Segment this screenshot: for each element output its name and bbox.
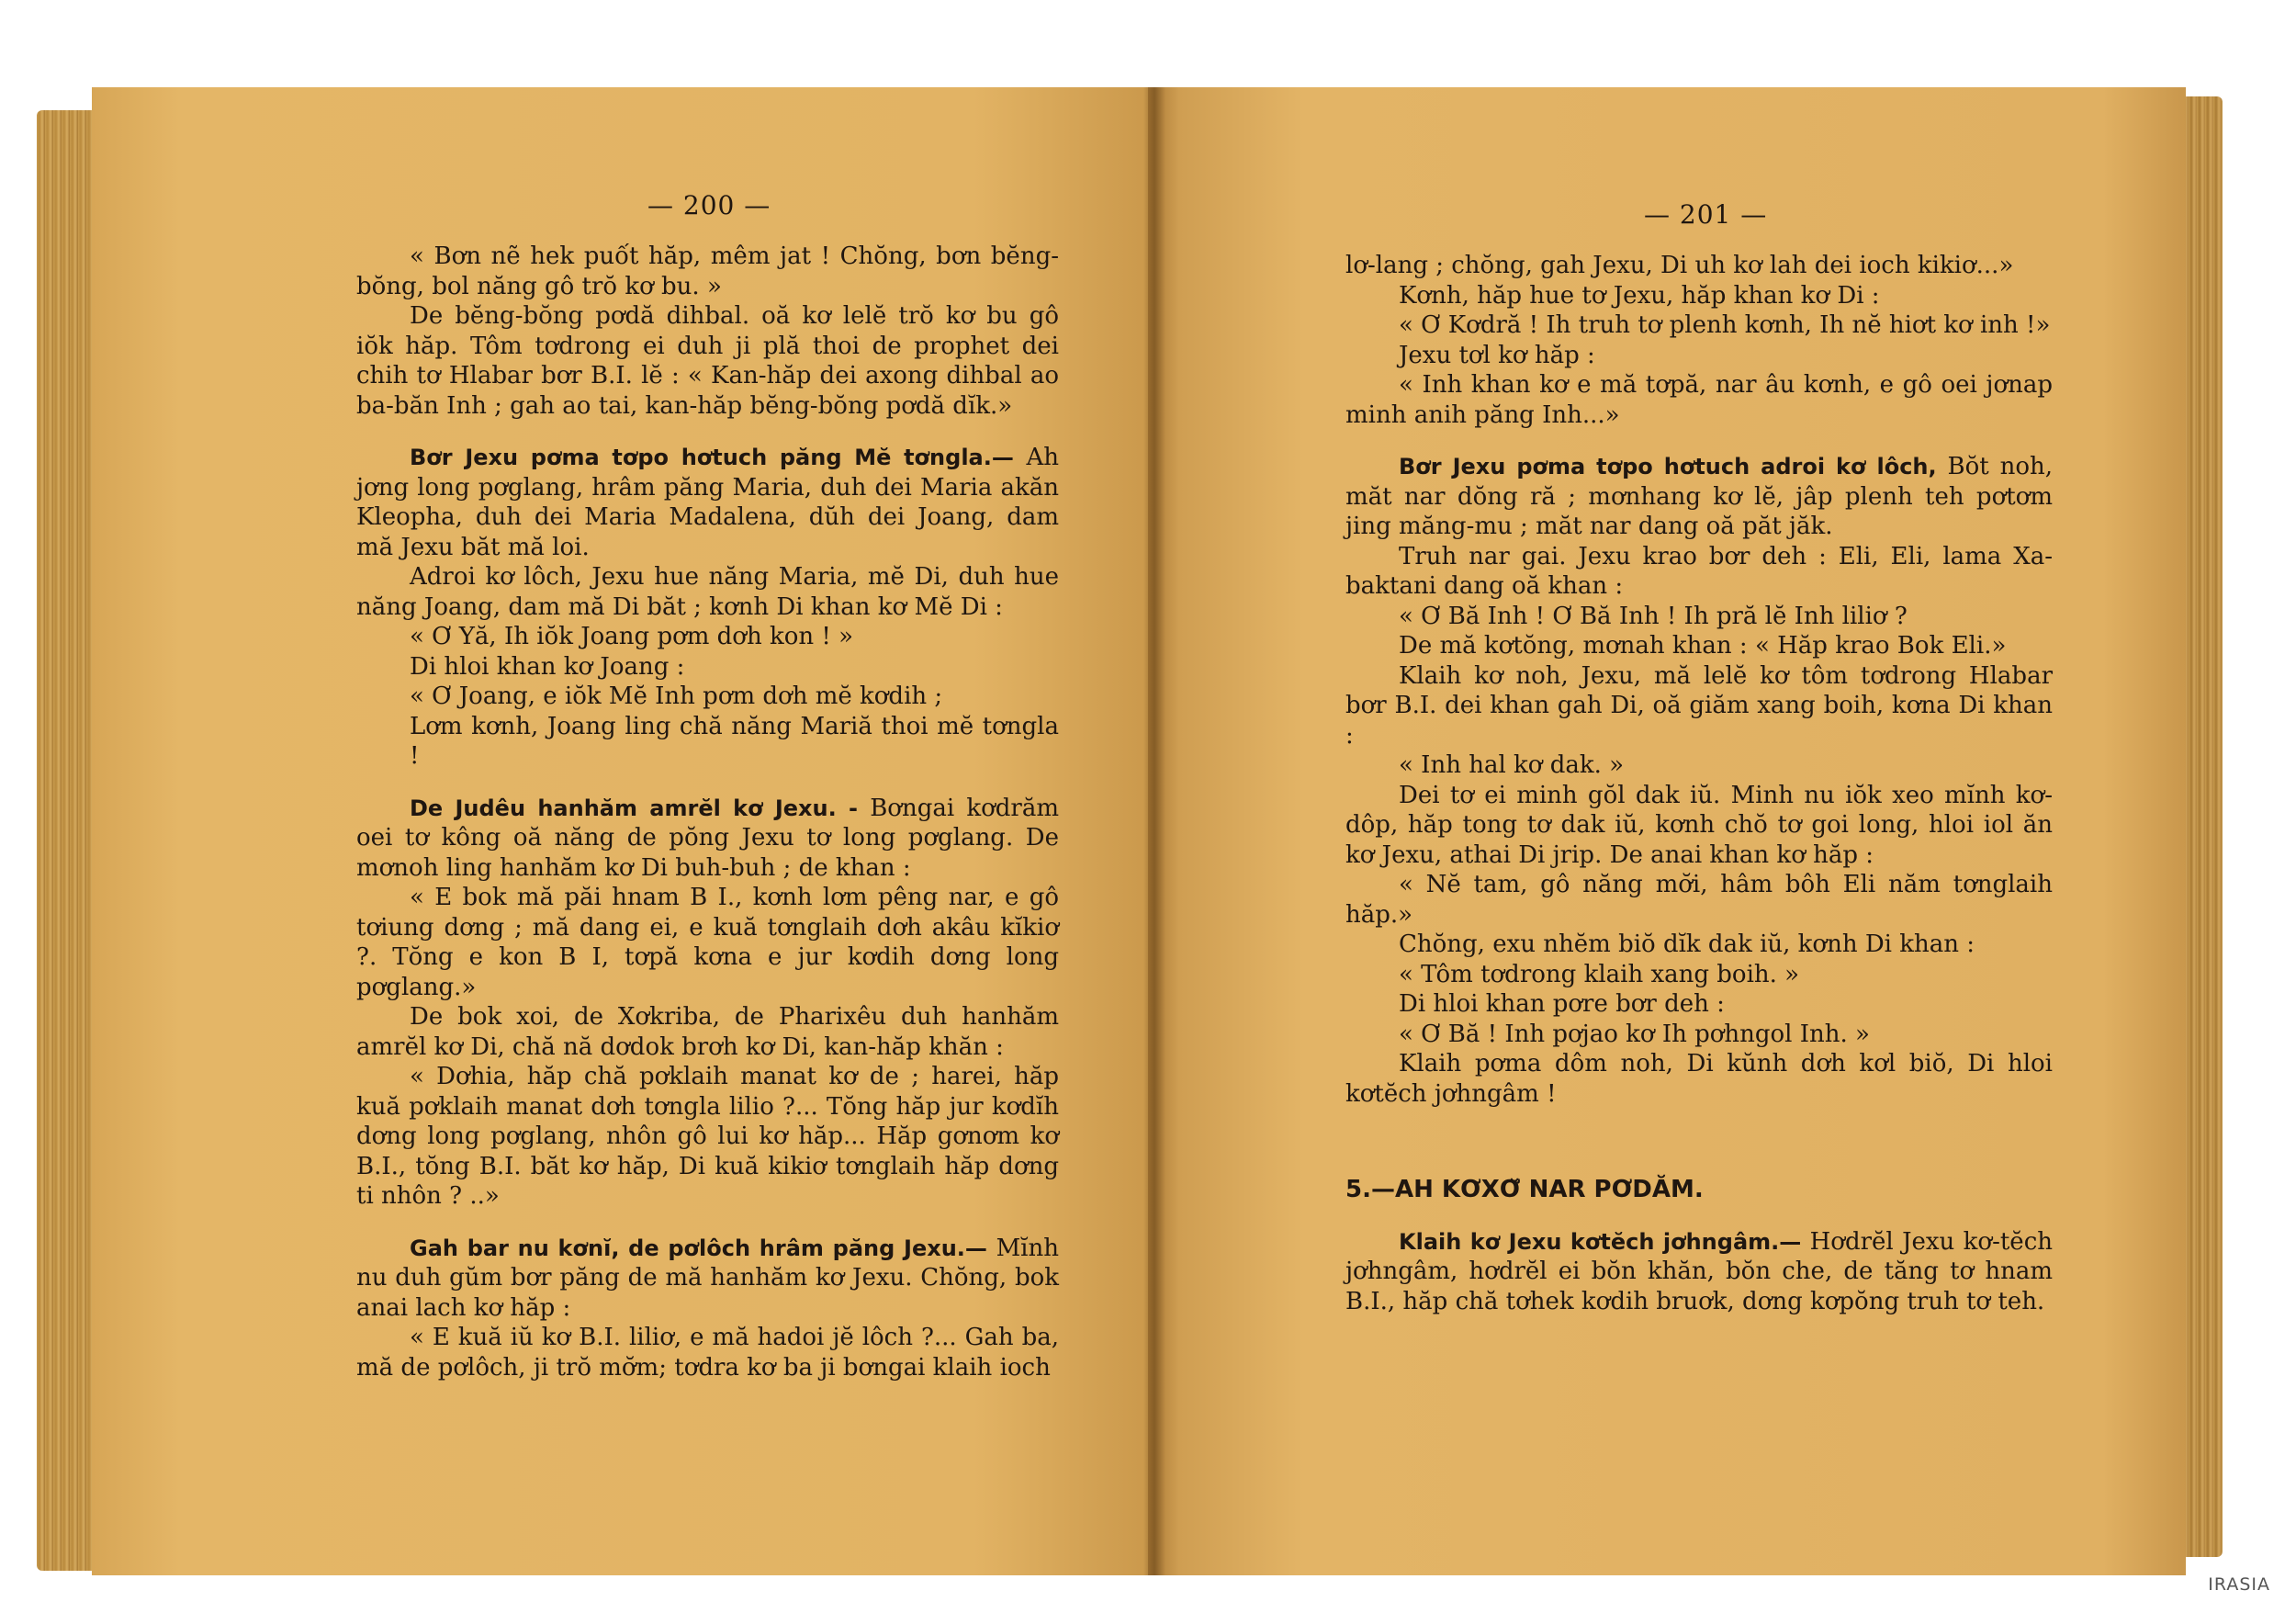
paragraph-gap <box>356 772 1059 794</box>
paragraph-gap <box>1345 430 2053 452</box>
paragraph: Di hloi khan kơ Joang : <box>410 652 685 681</box>
paragraph-heading: Bơr Jexu pơma tơpo hơtuch adroi kơ lôch, <box>1399 454 1937 479</box>
paragraph-body: Bŏt noh, măt nar dŏng ră ; mơnhang kơ lĕ, jâp plenh teh pơtơm jing măng-mu ; măt nar dang oă păt jăk. <box>1345 453 2053 540</box>
paragraph: Klaih pơma dôm noh, Di kŭnh dơh kơl biŏ, Di hloi kơtĕch jơhngâm ! <box>1345 1050 2053 1108</box>
open-book <box>37 87 2223 1575</box>
paragraph-heading: Klaih kơ Jexu kơtĕch jơhngâm.— <box>1399 1228 1802 1255</box>
paragraph: « Inh hal kơ dak. » <box>1399 751 1625 779</box>
paragraph-body: Bơngai kơdrăm oei tơ kông oă năng de pŏng Jexu tơ long pơglang. De mơnoh ling hanhăm kơ Di buh-buh ; de khan : <box>356 794 1059 882</box>
paragraph-gap <box>1345 1131 2053 1153</box>
left-page-text <box>356 242 1059 1382</box>
paragraph <box>356 1234 1059 1324</box>
paragraph <box>1345 1227 2053 1317</box>
paragraph: Dei tơ ei minh gŏl dak iŭ. Minh nu iŏk xeo mĭnh kơ-dôp, hăp tong tơ dak iŭ, kơnh chŏ tơ goi long, hloi iol ăn kơ Jexu, athai Di jrip. De anai khan kơ hăp : <box>1345 781 2053 869</box>
paragraph-heading: De Judêu hanhăm amrĕl kơ Jexu. - <box>410 795 858 821</box>
paragraph: « Nĕ tam, gô năng mơ̆i, hâm bôh Eli năm tơnglaih hăp.» <box>1345 871 2053 929</box>
paragraph: Chŏng, exu nhĕm biŏ dĭk dak iŭ, kơnh Di khan : <box>1399 931 1975 958</box>
paragraph: « Dơhia, hăp chă pơklaih manat kơ de ; harei, hăp kuă pơklaih manat dơh tơngla lilio ?... Tŏng hăp jur kơdĭh dơng long pơglang, nhôn gô lui kơ hăp... Hăp gơnơm kơ B.I., tŏng B.I. băt kơ hăp, Di kuă kikiơ tơnglaih hăp dơng ti nhôn ? ..» <box>356 1063 1059 1210</box>
paragraph <box>356 794 1059 884</box>
right-page <box>1148 87 2186 1575</box>
paragraph <box>356 443 1059 562</box>
paragraph: « Ơ Yă, Ih iŏk Joang pơm dơh kon ! » <box>410 623 854 650</box>
paragraph: Jexu tơl kơ hăp : <box>1399 341 1595 369</box>
paragraph: De bĕng-bŏng pơdă dihbal. oă kơ lelĕ trŏ kơ bu gô iŏk hăp. Tôm tơdrong ei duh ji plă thoi de prophet dei chih tơ Hlabar bơr B.I. lĕ : « Kan-hăp dei axong dihbal ao ba-băn Inh ; gah ao tai, kan-hăp bĕng-bŏng pơdă dĭk.» <box>356 302 1059 420</box>
paragraph-gap <box>1345 1153 2053 1175</box>
paragraph: « E kuă iŭ kơ B.I. liliơ, e mă hadoi jĕ lôch ?... Gah ba, mă de pơlôch, ji trŏ mơ̆m; tơdra kơ ba ji bơngai klaih ioch <box>356 1324 1059 1382</box>
paragraph: « Ơ Bă Inh ! Ơ Bă Inh ! Ih pră lĕ Inh liliơ ? <box>1399 602 1908 630</box>
paragraph-gap <box>356 421 1059 443</box>
paragraph: Di hloi khan pơre bơr deh : <box>1399 990 1725 1018</box>
section-heading: 5.—AH KƠXƠ̆ NAR PƠDĂM. <box>1345 1176 1704 1203</box>
paragraph-heading: Bơr Jexu pơma tơpo hơtuch păng Mĕ tơngla.— <box>410 445 1014 470</box>
paragraph: lơ-lang ; chŏng, gah Jexu, Di uh kơ lah dei ioch kikiơ...» <box>1345 252 2014 279</box>
paragraph-heading: Gah bar nu kơnĭ, de pơlôch hrâm păng Jexu.— <box>410 1235 987 1261</box>
paragraph: « Ơ Bă ! Inh pơjao kơ Ih pơhngol Inh. » <box>1399 1020 1870 1048</box>
left-page-number: — 200 — <box>647 190 771 220</box>
paragraph-gap <box>1345 1109 2053 1131</box>
paragraph: « Ơ Joang, e iŏk Mĕ Inh pơm dơh mĕ kơdih ; <box>410 682 943 710</box>
paragraph: « Inh khan kơ e mă tơpă, nar âu kơnh, e gô oei jơnap minh anih păng Inh...» <box>1345 371 2053 429</box>
paragraph-body: Ah jơng long pơglang, hrâm păng Maria, duh dei Maria akăn Kleopha, duh dei Maria Madalena, dŭh dei Joang, dam mă Jexu băt mă loi. <box>356 444 1059 561</box>
paragraph-body: Hơdrĕl Jexu kơ-tĕch jơhngâm, hơdrĕl ei bŏn khăn, bŏn che, de tăng tơ hnam B.I., hăp chă tơhek kơdih bruơk, dơng kơpŏng truh tơ teh. <box>1345 1227 2054 1315</box>
right-page-text <box>1345 251 2053 1316</box>
paragraph: Lơm kơnh, Joang ling chă năng Mariă thoi mĕ tơngla ! <box>410 712 1059 770</box>
paragraph: Klaih kơ noh, Jexu, mă lelĕ kơ tôm tơdrong Hlabar bơr B.I. dei khan gah Di, oă giăm xang boih, kơna Di khan : <box>1345 661 2053 750</box>
paragraph <box>1345 452 2053 542</box>
paragraph: Truh nar gai. Jexu krao bơr deh : Eli, Eli, lama Xa-baktani dang oă khan : <box>1345 542 2053 600</box>
book-gutter <box>1143 87 1165 1575</box>
paragraph: « Tôm tơdrong klaih xang boih. » <box>1399 960 1800 988</box>
right-page-number: — 201 — <box>1644 199 1768 230</box>
paragraph-gap <box>356 1212 1059 1234</box>
left-page <box>92 87 1194 1575</box>
paragraph: De mă kơtŏng, mơnah khan : « Hăp krao Bok Eli.» <box>1399 632 2007 660</box>
paragraph: « Ơ Kơdră ! Ih truh tơ plenh kơnh, Ih nĕ hiơt kơ inh !» <box>1399 311 2051 339</box>
paragraph: Adroi kơ lôch, Jexu hue năng Maria, mĕ Di, duh hue năng Joang, dam mă Di băt ; kơnh Di khan kơ Mĕ Di : <box>356 563 1059 621</box>
paragraph: De bok xoi, de Xơkriba, de Pharixêu duh hanhăm amrĕl kơ Di, chă nă dơdok brơh kơ Di, kan-hăp khăn : <box>356 1003 1059 1061</box>
paragraph: Kơnh, hăp hue tơ Jexu, hăp khan kơ Di : <box>1399 281 1880 310</box>
watermark: IRASIA <box>2208 1574 2270 1595</box>
paragraph: « E bok mă păi hnam B I., kơnh lơm pêng nar, e gô tơiung dơng ; mă dang ei, e kuă tơnglaih dơh akâu kĭkiơ ?. Tŏng e kon B I, tơpă kơna e jur kơdih dơng long pơglang.» <box>356 884 1059 1001</box>
paragraph: « Bơn nẽ hek puốt hăp, mêm jat ! Chŏng, bơn bĕng-bŏng, bol năng gô trŏ kơ bu. » <box>356 243 1059 300</box>
paragraph-body: Mĭnh nu duh gŭm bơr păng de mă hanhăm kơ Jexu. Chŏng, bok anai lach kơ hăp : <box>356 1234 1059 1322</box>
paragraph-gap <box>1345 1205 2053 1227</box>
